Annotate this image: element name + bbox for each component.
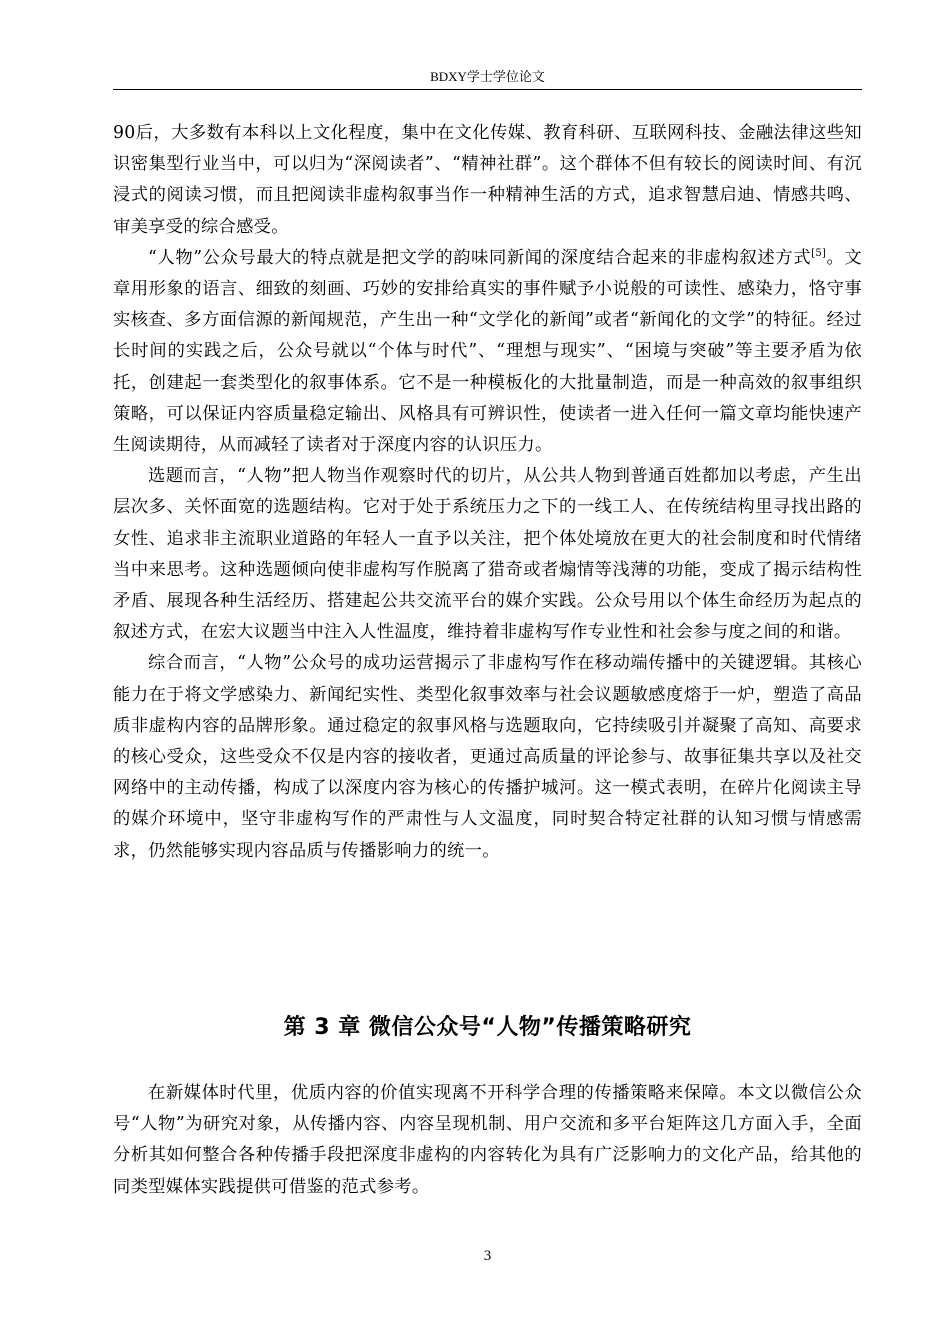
paragraph-2-text-b: 。文章用形象的语言、细致的刻画、巧妙的安排给真实的事件赋予小说般的可读性、感染力，恪守事实核查、多方面信源的新闻规范，产生出一种“文学化的新闻”或者“新闻化的文学”的特征。经过长时间的实践之后，公众号就以“个体与时代”、“理想与现实”、“困境与突破”等主要矛盾为依托，创建起一套类型化的叙事体系。它不是一种模板化的大批量制造，而是一种高效的叙事组织策略，可以保证内容质量稳定输出、风格具有可辨识性，使读者一进入任何一篇文章均能快速产生阅读期待，从而减轻了读者对于深度内容的认识压力。 — [113, 247, 862, 456]
citation-ref[interactable]: [5] — [811, 248, 827, 260]
chapter-heading: 第 3 章 微信公众号“人物”传播策略研究 — [283, 1015, 692, 1040]
paragraph-2-text-a: “人物”公众号最大的特点就是把文学的韵味同新闻的深度结合起来的非虚构叙述方式 — [148, 247, 812, 268]
header-divider — [113, 89, 862, 90]
paragraph-3: 选题而言，“人物”把人物当作观察时代的切片，从公共人物到普通百姓都加以考虑，产生出层次多、关怀面宽的选题结构。它对于处于系统压力之下的一线工人、在传统结构里寻找出路的女性、追求非主流职业道路的年轻人一直予以关注，把个体处境放在更大的社会制度和时代情绪当中来思考。这种选题倾向使非虚构写作脱离了猎奇或者煽情等浅薄的功能，变成了揭示结构性矛盾、展现各种生活经历、搭建起公共交流平台的媒介实践。公众号用以个体生命经历为起点的叙述方式，在宏大议题当中注入人性温度，维持着非虚构写作专业性和社会参与度之间的和谐。 — [113, 466, 862, 643]
paragraph-4: 综合而言，“人物”公众号的成功运营揭示了非虚构写作在移动端传播中的关键逻辑。其核心能力在于将文学感染力、新闻纪实性、类型化叙事效率与社会议题敏感度熔于一炉，塑造了高品质非虚构内容的品牌形象。通过稳定的叙事风格与选题取向，它持续吸引并凝聚了高知、高要求的核心受众，这些受众不仅是内容的接收者，更通过高质量的评论参与、故事征集共享以及社交网络中的主动传播，构成了以深度内容为核心的传播护城河。这一模式表明，在碎片化阅读主导的媒介环境中，坚守非虚构写作的严肃性与人文温度，同时契合特定社群的认知习惯与情感需求，仍然能够实现内容品质与传播影响力的统一。 — [113, 653, 862, 861]
running-header: BDXY学士学位论文 — [430, 69, 545, 84]
paragraph-1: 90后，大多数有本科以上文化程度，集中在文化传媒、教育科研、互联网科技、金融法律这些知识密集型行业当中，可以归为“深阅读者”、“精神社群”。这个群体不但有较长的阅读时间、有沉浸式的阅读习惯，而且把阅读非虚构叙事当作一种精神生活的方式，追求智慧启迪、情感共鸣、审美享受的综合感受。 — [113, 123, 862, 237]
chapter-body — [113, 1078, 862, 1203]
page-number: 3 — [483, 1248, 492, 1264]
body-text — [113, 118, 862, 867]
chapter-intro-paragraph: 在新媒体时代里，优质内容的价值实现离不开科学合理的传播策略来保障。本文以微信公众号“人物”为研究对象，从传播内容、内容呈现机制、用户交流和多平台矩阵这几方面入手，全面分析其如何整合各种传播手段把深度非虚构的内容转化为具有广泛影响力的文化产品，给其他的同类型媒体实践提供可借鉴的范式参考。 — [113, 1083, 862, 1197]
paragraph-2 — [113, 243, 862, 461]
